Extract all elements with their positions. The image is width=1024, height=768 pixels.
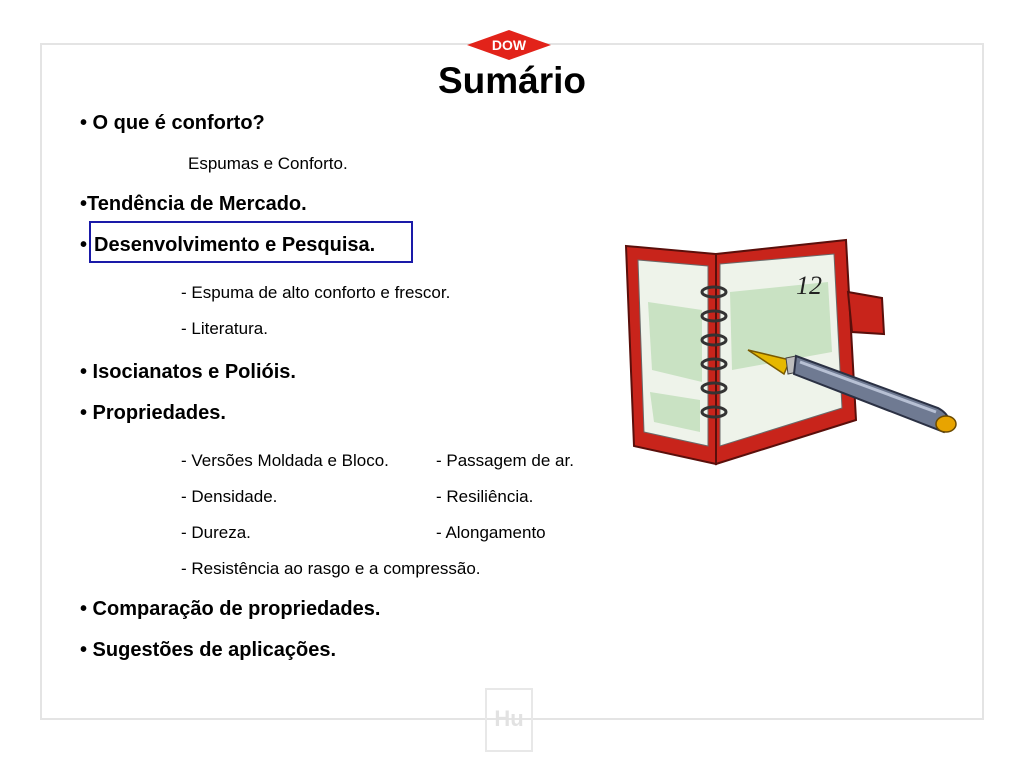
outline-item-isocyanates: • Isocianatos e Polióis. [80, 361, 296, 383]
outline-sub-high-comfort: - Espuma de alto conforto e frescor. [181, 283, 451, 302]
property-item: - Resiliência. [436, 487, 534, 506]
illustration-page-number: 12 [796, 271, 822, 300]
watermark-symbol: Hu [494, 706, 524, 731]
logo-text: DOW [491, 37, 527, 53]
property-item: - Resistência ao rasgo e a compressão. [181, 559, 481, 578]
watermark [485, 688, 533, 752]
property-item: - Versões Moldada e Bloco. [181, 451, 389, 470]
notebook-with-fountain-pen-icon [620, 232, 966, 482]
outline-item-applications: • Sugestões de aplicações. [80, 639, 336, 661]
page-title: Sumário [437, 60, 587, 101]
outline-item-rd: Desenvolvimento e Pesquisa. [94, 234, 376, 256]
outline-sub-literature: - Literatura. [181, 319, 268, 338]
outline-sub-foams: Espumas e Conforto. [188, 154, 348, 173]
dow-logo [467, 30, 551, 60]
property-item: - Dureza. [181, 523, 251, 542]
outline-item-market: •Tendência de Mercado. [80, 193, 307, 215]
outline-item-rd-bullet: • [80, 234, 88, 256]
property-item: - Alongamento [436, 523, 546, 542]
outline-item-comfort: • O que é conforto? [80, 112, 265, 134]
property-item: - Passagem de ar. [436, 451, 574, 470]
outline-item-properties: • Propriedades. [80, 402, 226, 424]
property-item: - Densidade. [181, 487, 278, 506]
outline-item-comparison: • Comparação de propriedades. [80, 598, 381, 620]
